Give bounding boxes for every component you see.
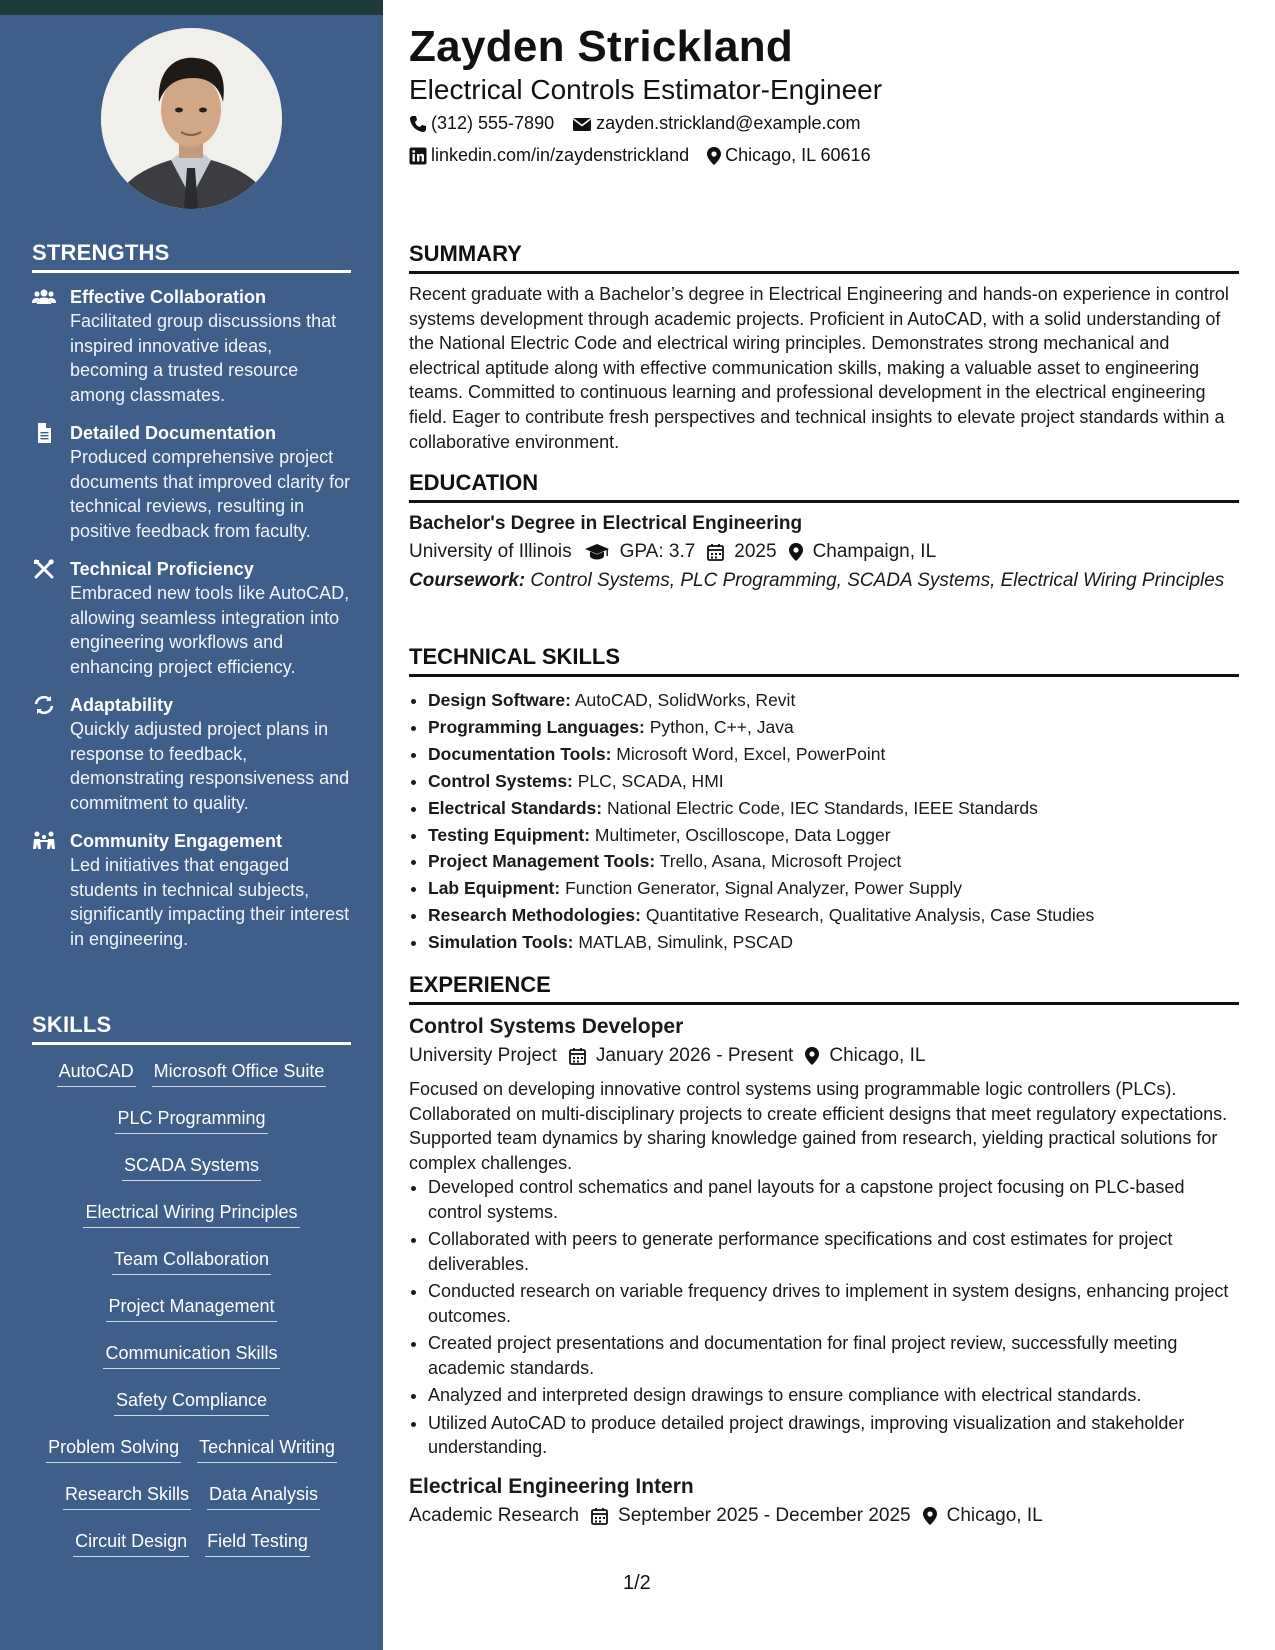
coursework-list: Control Systems, PLC Programming, SCADA Systems, Electrical Wiring Principles — [530, 570, 1225, 591]
list-item: • Electrical Standards: National Electric Code, IEC Standards, IEEE Standards — [428, 795, 1239, 822]
skill-chip: SCADA Systems — [122, 1153, 261, 1181]
skill-chip: Problem Solving — [46, 1435, 181, 1463]
graduation-cap-icon — [584, 543, 610, 561]
users-icon — [32, 287, 56, 307]
skills-heading: SKILLS — [32, 1012, 351, 1045]
summary-section — [409, 241, 1239, 454]
calendar-icon — [591, 1507, 608, 1525]
strengths-section — [32, 240, 351, 951]
candidate-name: Zayden Strickland — [409, 22, 794, 71]
list-item: • Analyzed and interpreted design drawings to ensure compliance with electrical standards. — [428, 1383, 1239, 1411]
contact-row-1 — [409, 113, 878, 134]
list-item: • Documentation Tools: Microsoft Word, Excel, PowerPoint — [428, 741, 1239, 768]
list-item: • Conducted research on variable frequency drives to implement in system designs, enhancing project outcomes. — [428, 1279, 1239, 1331]
skill-chip: AutoCAD — [57, 1059, 136, 1087]
sidebar — [0, 0, 383, 1650]
strength-title: Community Engagement — [70, 831, 283, 851]
list-item: • Collaborated with peers to generate performance specifications and cost estimates for project deliverables. — [428, 1227, 1239, 1279]
skill-chip: PLC Programming — [115, 1106, 267, 1134]
candidate-title: Electrical Controls Estimator-Engineer — [409, 74, 883, 105]
job-dates: January 2026 - Present — [569, 1045, 794, 1067]
skill-chip: Team Collaboration — [112, 1247, 271, 1275]
list-item: • Project Management Tools: Trello, Asana, Microsoft Project — [428, 848, 1239, 875]
degree-title: Bachelor's Degree in Electrical Engineering — [409, 513, 803, 534]
skill-chip: Circuit Design — [73, 1529, 189, 1557]
phone-contact — [409, 113, 554, 134]
skill-chip: Field Testing — [205, 1529, 310, 1557]
technical-skills-list — [409, 687, 1239, 956]
summary-text: Recent graduate with a Bachelor’s degree in Electrical Engineering and hands-on experience in control systems development through academic projects. Proficient in AutoCAD, with a solid understanding of the National Electric Code and electrical wiring principles. Demonstrates strong mechanical and electrical aptitude along with effective communication skills, making a valuable asset to engineering teams. Committed to continuous learning and professional development in the electrical engineering field. Eager to contribute fresh perspectives and technical insights to elevate project standards within a collaborative environment. — [409, 284, 1229, 452]
job-meta — [409, 1505, 1239, 1527]
job-title: Control Systems Developer — [409, 1015, 684, 1038]
experience-section — [409, 972, 1239, 1527]
email-address[interactable]: zayden.strickland@example.com — [596, 113, 861, 133]
map-pin-icon — [789, 543, 803, 561]
job-org: University Project — [409, 1045, 557, 1066]
experience-heading: EXPERIENCE — [409, 972, 1239, 1005]
strength-item — [32, 285, 351, 407]
contact-row-2 — [409, 145, 889, 166]
list-item: • Developed control schematics and panel layouts for a capstone project focusing on PLC-based control systems. — [428, 1175, 1239, 1227]
skill-chip: Research Skills — [63, 1482, 191, 1510]
list-item: • Created project presentations and documentation for final project review, successfully meeting academic standards. — [428, 1331, 1239, 1383]
school-name: University of Illinois — [409, 541, 572, 562]
education-meta — [409, 541, 1239, 563]
technical-skills-heading: TECHNICAL SKILLS — [409, 644, 1239, 677]
linkedin-url[interactable]: linkedin.com/in/zaydenstrickland — [431, 145, 690, 165]
coursework-label: Coursework: — [409, 570, 526, 591]
strength-item — [32, 557, 351, 679]
sidebar-top-bar — [0, 0, 383, 15]
education-heading: EDUCATION — [409, 470, 1239, 503]
skill-chip: Project Management — [106, 1294, 276, 1322]
strength-item — [32, 421, 351, 543]
skill-chip: Communication Skills — [103, 1341, 279, 1369]
job-location: Chicago, IL — [923, 1505, 1043, 1527]
job-bullets — [409, 1175, 1239, 1463]
skill-chip: Technical Writing — [197, 1435, 337, 1463]
list-item: • Design Software: AutoCAD, SolidWorks, Revit — [428, 687, 1239, 714]
location-text: Chicago, IL 60616 — [725, 145, 871, 165]
job-location: Chicago, IL — [805, 1045, 925, 1067]
strength-desc: Facilitated group discussions that inspired innovative ideas, becoming a trusted resource among classmates. — [70, 311, 337, 405]
community-icon — [32, 831, 56, 851]
strength-desc: Produced comprehensive project documents that improved clarity for technical reviews, resulting in positive feedback from faculty. — [70, 447, 351, 541]
tools-icon — [32, 559, 56, 579]
job-title: Electrical Engineering Intern — [409, 1474, 694, 1498]
skills-list — [32, 1059, 351, 1576]
map-pin-icon — [923, 1507, 937, 1525]
skill-chip: Safety Compliance — [114, 1388, 269, 1416]
job-meta — [409, 1045, 1239, 1067]
strength-desc: Embraced new tools like AutoCAD, allowing seamless integration into engineering workflows and enhancing project efficiency. — [70, 583, 350, 677]
skills-section — [32, 1012, 351, 1576]
skill-chip: Electrical Wiring Principles — [83, 1200, 299, 1228]
linkedin-icon — [409, 147, 427, 165]
list-item: • Lab Equipment: Function Generator, Signal Analyzer, Power Supply — [428, 875, 1239, 902]
skill-chip: Data Analysis — [207, 1482, 320, 1510]
graduation-year: 2025 — [707, 541, 776, 563]
linkedin-contact[interactable] — [409, 145, 689, 166]
education-section — [409, 470, 1239, 594]
page-number: 1/2 — [623, 1572, 651, 1594]
strengths-heading: STRENGTHS — [32, 240, 351, 273]
list-item: • Research Methodologies: Quantitative Research, Qualitative Analysis, Case Studies — [428, 902, 1239, 929]
skill-chip: Microsoft Office Suite — [152, 1059, 327, 1087]
list-item: • Control Systems: PLC, SCADA, HMI — [428, 768, 1239, 795]
document-icon — [32, 423, 56, 443]
strength-title: Effective Collaboration — [70, 287, 267, 307]
list-item: • Programming Languages: Python, C++, Java — [428, 714, 1239, 741]
gpa: GPA: 3.7 — [584, 541, 696, 563]
calendar-icon — [569, 1047, 586, 1065]
list-item: • Simulation Tools: MATLAB, Simulink, PSCAD — [428, 929, 1239, 956]
job-description: Focused on developing innovative control systems using programmable logic controllers (PLCs). Collaborated on multi-disciplinary projects to create efficient designs that meet regulatory expectations. Supported team dynamics by sharing knowledge gained from research, yielding practical solutions for complex challenges. — [409, 1079, 1228, 1173]
list-item: • Testing Equipment: Multimeter, Oscilloscope, Data Logger — [428, 822, 1239, 849]
strength-title: Adaptability — [70, 695, 174, 715]
calendar-icon — [707, 543, 724, 561]
summary-heading: SUMMARY — [409, 241, 1239, 274]
phone-number: (312) 555-7890 — [431, 113, 555, 133]
strength-desc: Quickly adjusted project plans in response to feedback, demonstrating responsiveness and commitment to quality. — [70, 719, 350, 813]
email-contact[interactable] — [572, 113, 860, 134]
education-location: Champaign, IL — [789, 541, 937, 563]
job-dates: September 2025 - December 2025 — [591, 1505, 911, 1527]
technical-skills-section — [409, 644, 1239, 956]
strength-item — [32, 829, 351, 951]
strength-item — [32, 693, 351, 815]
location-contact — [707, 145, 870, 166]
avatar — [101, 28, 282, 209]
map-pin-icon — [805, 1047, 819, 1065]
phone-icon — [409, 115, 427, 133]
job-org: Academic Research — [409, 1504, 580, 1526]
strength-desc: Led initiatives that engaged students in technical subjects, significantly impacting their interest in engineering. — [70, 855, 350, 949]
coursework — [409, 569, 1239, 594]
refresh-icon — [32, 695, 56, 715]
strength-title: Technical Proficiency — [70, 559, 254, 579]
strength-title: Detailed Documentation — [70, 423, 277, 443]
envelope-icon — [572, 116, 592, 132]
list-item: • Utilized AutoCAD to produce detailed project drawings, improving visualization and stakeholder understanding. — [428, 1411, 1239, 1463]
map-pin-icon — [707, 147, 721, 165]
